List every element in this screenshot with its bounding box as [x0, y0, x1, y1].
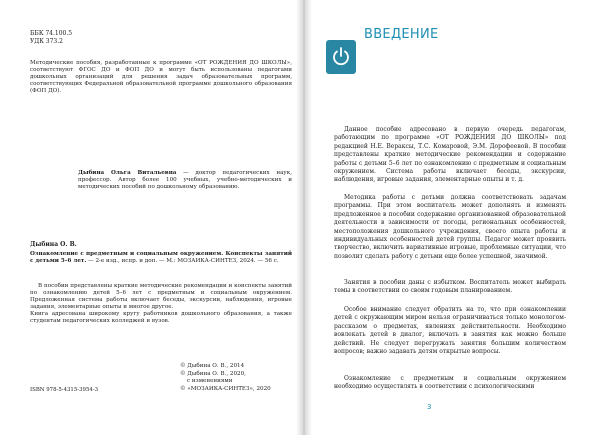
- copyright-line: с изменениями: [187, 378, 233, 384]
- bib-edition: — 2-е изд., испр. и доп. — М.: МОЗАИКА-СИНТЕЗ, 2024. — 56 с.: [86, 258, 279, 264]
- abstract-paragraph: Книга адресована широкому кругу работников дошкольного образования, а также студентам педагогических колледжей и вузов.: [30, 311, 292, 324]
- methodical-note: Методические пособия, разработанные к программе «ОТ РОЖДЕНИЯ ДО ШКОЛЫ», соответствуют ФГОС ДО и ФОП ДО и могут быть использованы педагогами дошкольных организаций для решения задач образовательных программ, соответствующих Федеральной образовательной программе дошкольного образования (ФОП ДО).: [30, 60, 292, 94]
- author-info: [78, 170, 292, 191]
- abstract-paragraph: В пособии представлены краткие методические рекомендации и конспекты занятий по ознакомлению детей 5–6 лет с предметным и социальным окружением. Предложенная система работы включает беседы, экскурсии, наблюдения, игровые задания, элементарные опыты и многое другое.: [30, 283, 292, 310]
- udk-code: УДК 373.2: [30, 37, 63, 45]
- abstract: [30, 283, 292, 325]
- chapter-title: ВВЕДЕНИЕ: [364, 27, 439, 42]
- copyright-block: [180, 363, 300, 393]
- bib-author: Дыбина О. В.: [30, 241, 77, 248]
- copyright-line: © «МОЗАИКА-СИНТЕЗ», 2020: [180, 385, 271, 392]
- bbk-code: ББК 74.100.5: [30, 30, 73, 37]
- intro-paragraph: Ознакомление с предметным и социальным окружением необходимо осуществлять в соответствии с психологическими: [334, 375, 566, 391]
- intro-paragraph: Занятия в пособии даны с избытком. Воспитатель может выбирать темы в соответствии со своим годовым планированием.: [334, 279, 566, 295]
- isbn: ISBN 978-5-4315-3954-3: [30, 387, 99, 393]
- power-icon: [331, 46, 351, 68]
- bib-title: Ознакомление с предметным и социальным окружением. Конспекты занятий с детьми 5–6 лет.: [30, 251, 292, 264]
- intro-paragraph: Методика работы с детьми должна соответствовать задачам программы. При этом воспитатель может дополнять и изменять предложенное в пособии содержание организованной образовательной деятельности в зависимости от погоды, региональных особенностей, местоположения дошкольного учреждения, своего опыта работы и индивидуальных особенностей детей группы. Педагог может проявить творчество, включить вариативные игровые, проблемные ситуации, что позволит сделать работу с детьми еще более успешной, значимой.: [334, 194, 566, 260]
- author-bio: — доктор педагогических наук, профессор. Автор более 100 учебных, учебно-методических и методических пособий по дошкольному образованию.: [78, 170, 292, 190]
- book-gutter: [296, 0, 312, 435]
- intro-paragraph: Особое внимание следует обратить на то, что при ознакомлении детей с окружающим миром нельзя ограничиваться только монологом-рассказом о предметах, явлениях действительности. Необходимо вовлекать детей в диалог, включать в занятия как можно больше действий. Не следует перегружать занятия большим количеством вопросов; важно задавать детям открытые вопросы.: [334, 306, 566, 356]
- page-number: 3: [427, 403, 432, 411]
- chapter-badge: [326, 40, 356, 74]
- index-codes: [30, 30, 72, 45]
- author-name: Дыбина Ольга Витальевна: [78, 170, 177, 176]
- copyright-line: © Дыбина О. В., 2014: [180, 363, 245, 369]
- copyright-line: © Дыбина О. В., 2020,: [180, 370, 246, 377]
- intro-paragraph: Данное пособие адресовано в первую очередь педагогам, работающим по программе «ОТ РОЖДЕНИЯ ДО ШКОЛЫ» под редакцией Н.Е. Вераксы, Т.С. Комаровой, Э.М. Дорофеевой. В пособии представлены краткие методические рекомендации и содержание работы с детьми 5–6 лет по ознакомлению с предметным и социальным окружением. Система работы включает беседы, экскурсии, наблюдения, игровые задания, элементарные опыты и т. д.: [334, 126, 566, 184]
- bib-record: [30, 251, 292, 265]
